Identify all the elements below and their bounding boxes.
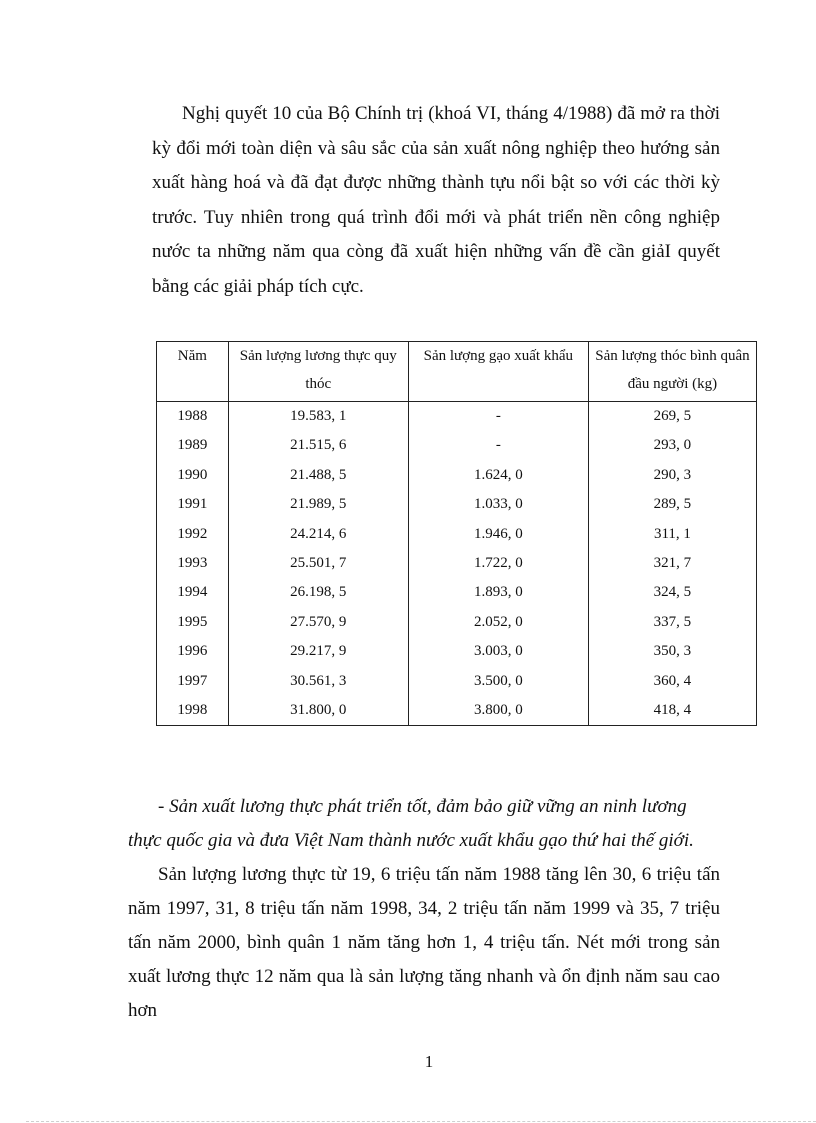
header-year: Năm xyxy=(157,342,229,402)
table-row xyxy=(157,549,757,578)
cell-food-output: 29.217, 9 xyxy=(228,637,408,666)
cell-food-output: 19.583, 1 xyxy=(228,402,408,432)
cell-rice-export: - xyxy=(408,431,588,460)
table-row xyxy=(157,637,757,666)
cell-per-capita: 311, 1 xyxy=(588,520,756,549)
table-row xyxy=(157,578,757,607)
cell-year: 1992 xyxy=(157,520,229,549)
cell-rice-export: 3.500, 0 xyxy=(408,667,588,696)
table-row xyxy=(157,461,757,490)
cell-rice-export: - xyxy=(408,402,588,432)
cell-rice-export: 1.893, 0 xyxy=(408,578,588,607)
table-row xyxy=(157,608,757,637)
cell-food-output: 21.488, 5 xyxy=(228,461,408,490)
cell-rice-export: 1.722, 0 xyxy=(408,549,588,578)
cell-year: 1997 xyxy=(157,667,229,696)
cell-year: 1996 xyxy=(157,637,229,666)
cell-per-capita: 290, 3 xyxy=(588,461,756,490)
cell-per-capita: 321, 7 xyxy=(588,549,756,578)
cell-food-output: 31.800, 0 xyxy=(228,696,408,726)
table-row xyxy=(157,696,757,726)
cell-per-capita: 337, 5 xyxy=(588,608,756,637)
page-number: 1 xyxy=(424,1052,434,1071)
table-row xyxy=(157,490,757,519)
cell-per-capita: 324, 5 xyxy=(588,578,756,607)
header-per-capita: Sản lượng thóc bình quân đầu người (kg) xyxy=(588,342,756,402)
cell-per-capita: 360, 4 xyxy=(588,667,756,696)
cell-per-capita: 293, 0 xyxy=(588,431,756,460)
cell-rice-export: 3.800, 0 xyxy=(408,696,588,726)
production-table xyxy=(156,341,757,726)
table-header-row xyxy=(157,342,757,402)
cell-food-output: 25.501, 7 xyxy=(228,549,408,578)
table-row xyxy=(157,520,757,549)
cell-year: 1998 xyxy=(157,696,229,726)
cell-per-capita: 418, 4 xyxy=(588,696,756,726)
page-bottom-rule xyxy=(26,1121,816,1122)
cell-rice-export: 1.946, 0 xyxy=(408,520,588,549)
intro-paragraph: Nghị quyết 10 của Bộ Chính trị (khoá VI, tháng 4/1988) đã mở ra thời kỳ đổi mới toàn diện và sâu sắc của sản xuất nông nghiệp theo hướng sản xuất hàng hoá và đã đạt được những thành tựu nổi bật so với các thời kỳ trước. Tuy nhiên trong quá trình đổi mới và phát triển nền công nghiệp nước ta những năm qua còng đã xuất hiện những vấn đề cần giảI quyết bằng các giải pháp tích cực. xyxy=(152,103,720,297)
header-rice-export: Sản lượng gạo xuất khẩu xyxy=(408,342,588,402)
cell-food-output: 26.198, 5 xyxy=(228,578,408,607)
cell-year: 1990 xyxy=(157,461,229,490)
cell-rice-export: 2.052, 0 xyxy=(408,608,588,637)
header-food-output: Sản lượng lương thực quy thóc xyxy=(228,342,408,402)
table-row xyxy=(157,402,757,432)
table-row xyxy=(157,431,757,460)
cell-rice-export: 3.003, 0 xyxy=(408,637,588,666)
cell-year: 1988 xyxy=(157,402,229,432)
cell-food-output: 27.570, 9 xyxy=(228,608,408,637)
body-paragraph: Sản lượng lương thực từ 19, 6 triệu tấn năm 1988 tăng lên 30, 6 triệu tấn năm 1997, 31, 8 triệu tấn năm 1998, 34, 2 triệu tấn năm 1999 và 35, 7 triệu tấn năm 2000, bình quân 1 năm tăng hơn 1, 4 triệu tấn. Nét mới trong sản xuất lương thực 12 năm qua là sản lượng tăng nhanh và ổn định năm sau cao hơn xyxy=(128,864,720,1021)
table-body xyxy=(157,402,757,726)
cell-year: 1993 xyxy=(157,549,229,578)
cell-year: 1994 xyxy=(157,578,229,607)
cell-year: 1995 xyxy=(157,608,229,637)
cell-food-output: 21.515, 6 xyxy=(228,431,408,460)
cell-year: 1991 xyxy=(157,490,229,519)
cell-food-output: 21.989, 5 xyxy=(228,490,408,519)
cell-per-capita: 269, 5 xyxy=(588,402,756,432)
cell-food-output: 30.561, 3 xyxy=(228,667,408,696)
cell-per-capita: 289, 5 xyxy=(588,490,756,519)
cell-year: 1989 xyxy=(157,431,229,460)
table-row xyxy=(157,667,757,696)
cell-per-capita: 350, 3 xyxy=(588,637,756,666)
cell-food-output: 24.214, 6 xyxy=(228,520,408,549)
italic-paragraph: - Sản xuất lương thực phát triển tốt, đảm bảo giữ vững an ninh lương thực quốc gia và đưa Việt Nam thành nước xuất khẩu gạo thứ hai thế giới. xyxy=(128,796,694,851)
cell-rice-export: 1.624, 0 xyxy=(408,461,588,490)
cell-rice-export: 1.033, 0 xyxy=(408,490,588,519)
